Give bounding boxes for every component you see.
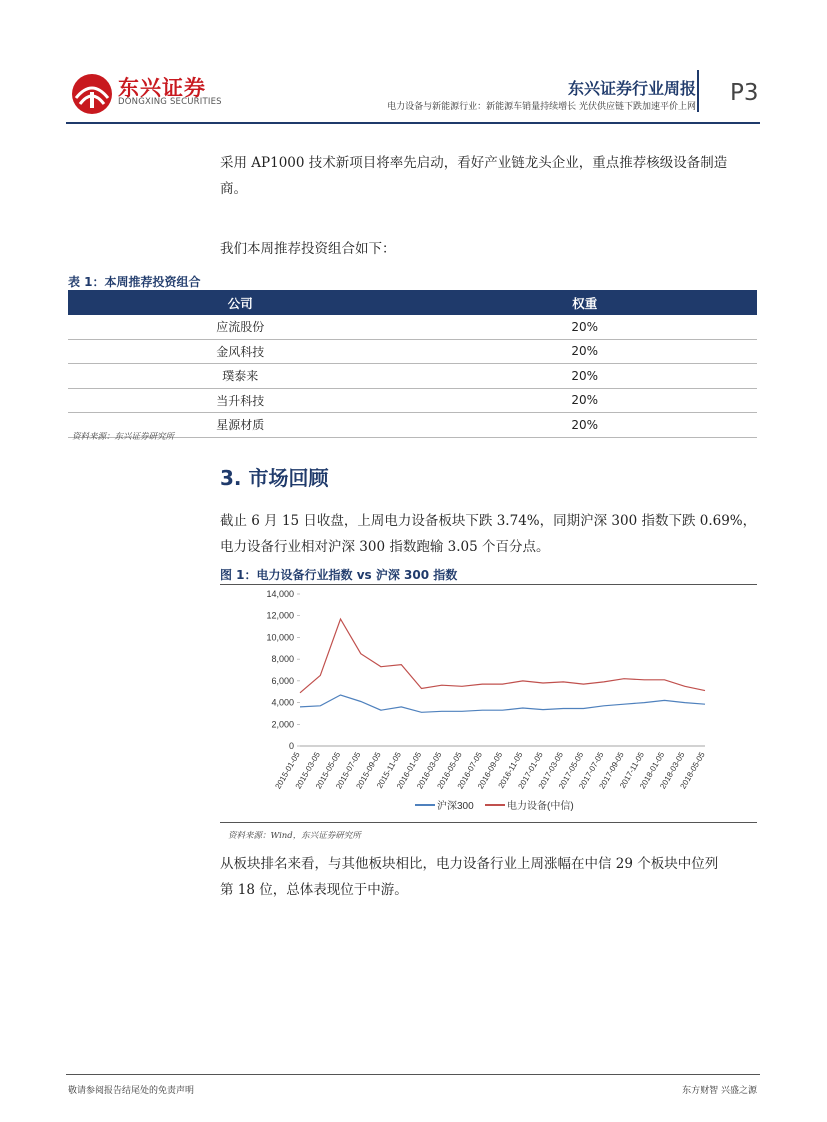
table-title: 表 1：本周推荐投资组合: [68, 275, 201, 289]
weight-cell: 20%: [413, 364, 758, 389]
table-header-company: 公司: [68, 290, 413, 315]
figure-bottom-rule: [220, 822, 757, 823]
y-tick-label: 6,000: [271, 675, 294, 686]
table-row: [68, 388, 757, 413]
y-tick-label: 10,000: [266, 632, 294, 643]
paragraph-4-line-1: 从板块排名来看，与其他板块相比，电力设备行业上周涨幅在中信 29 个板块中位列: [220, 856, 719, 872]
x-tick-label: 2016-05-05: [435, 750, 464, 791]
x-tick-label: 2015-03-05: [293, 750, 322, 791]
logo-text-en: DONGXING SECURITIES: [118, 97, 222, 107]
table-row: [68, 315, 757, 339]
paragraph-1: [220, 150, 760, 202]
series-line-power-equipment: [300, 619, 705, 693]
x-tick-label: 2016-01-05: [394, 750, 424, 791]
company-cell: 金风科技: [68, 339, 413, 364]
figure-top-rule: [220, 584, 757, 585]
paragraph-1-line-2: 商。: [220, 181, 247, 197]
legend-label: 沪深300: [437, 801, 474, 812]
figure-title: 图 1：电力设备行业指数 vs 沪深 300 指数: [220, 568, 458, 582]
paragraph-3: [220, 508, 760, 560]
paragraph-3-line-2: 电力设备行业相对沪深 300 指数跑输 3.05 个百分点。: [220, 539, 550, 555]
paragraph-2: 我们本周推荐投资组合如下：: [220, 241, 396, 257]
page-number: P3: [730, 80, 759, 106]
y-tick-label: 12,000: [266, 610, 294, 621]
y-tick-label: 0: [288, 741, 294, 751]
y-tick-label: 4,000: [271, 697, 294, 708]
x-tick-label: 2017-01-05: [516, 750, 545, 791]
y-tick-label: 2,000: [271, 719, 294, 730]
x-tick-label: 2017-11-05: [618, 750, 646, 790]
paragraph-4-line-2: 第 18 位，总体表现位于中游。: [220, 882, 408, 898]
company-cell: 星源材质: [68, 413, 413, 438]
weight-cell: 20%: [413, 413, 758, 438]
weight-cell: 20%: [413, 339, 758, 364]
logo-text-cn: 东兴证券: [118, 76, 206, 100]
company-logo-icon: [68, 72, 116, 116]
x-tick-label: 2018-05-05: [678, 750, 707, 791]
x-tick-label: 2015-05-05: [313, 750, 343, 791]
x-tick-label: 2017-07-05: [577, 750, 606, 791]
x-tick-label: 2018-01-05: [637, 750, 667, 791]
table-row: [68, 339, 757, 364]
weight-cell: 20%: [413, 315, 758, 339]
x-tick-label: 2017-03-05: [536, 750, 565, 791]
header-rule: [66, 122, 760, 124]
x-tick-label: 2017-09-05: [597, 750, 626, 791]
company-cell: 当升科技: [68, 388, 413, 413]
table-source: 资料来源：东兴证券研究所: [72, 432, 175, 442]
table-header-weight: 权重: [413, 290, 758, 315]
legend-label: 电力设备(中信): [507, 801, 574, 812]
x-tick-label: 2015-01-05: [273, 750, 302, 791]
report-title: 东兴证券行业周报: [567, 79, 696, 98]
paragraph-4: [220, 851, 760, 903]
x-tick-label: 2016-07-05: [455, 750, 484, 791]
company-cell: 应流股份: [68, 315, 413, 339]
portfolio-table: [68, 290, 757, 438]
x-tick-label: 2015-07-05: [334, 750, 363, 791]
footer-rule: [66, 1074, 760, 1075]
y-tick-label: 8,000: [271, 654, 294, 665]
paragraph-1-line-1: 采用 AP1000 技术新项目将率先启动，看好产业链龙头企业，重点推荐核级设备制造: [220, 155, 728, 171]
x-tick-label: 2018-03-05: [658, 750, 687, 791]
section-title: 3. 市场回顾: [220, 466, 329, 490]
x-tick-label: 2016-03-05: [415, 750, 444, 791]
x-tick-label: 2015-09-05: [354, 750, 383, 791]
index-line-chart: [220, 586, 757, 820]
footer-disclaimer: 敬请参阅报告结尾处的免责声明: [68, 1086, 195, 1096]
report-subtitle: 电力设备与新能源行业：新能源车销量持续增长 光伏供应链下跌加速平价上网: [387, 102, 696, 112]
x-tick-label: 2016-09-05: [475, 750, 505, 791]
weight-cell: 20%: [413, 388, 758, 413]
series-line-hs300: [300, 695, 705, 712]
footer-slogan: 东方财智 兴盛之源: [682, 1086, 757, 1096]
company-cell: 璞泰来: [68, 364, 413, 389]
figure-source: 资料来源：Wind，东兴证券研究所: [228, 831, 361, 841]
x-tick-label: 2015-11-05: [375, 750, 403, 790]
header-divider: [697, 70, 699, 112]
paragraph-3-line-1: 截止 6 月 15 日收盘，上周电力设备板块下跌 3.74%，同期沪深 300 指数下跌 0.69%，: [220, 513, 757, 529]
table-row: [68, 364, 757, 389]
y-tick-label: 14,000: [266, 589, 294, 599]
x-tick-label: 2016-11-05: [496, 750, 525, 790]
x-tick-label: 2017-05-05: [556, 750, 586, 791]
